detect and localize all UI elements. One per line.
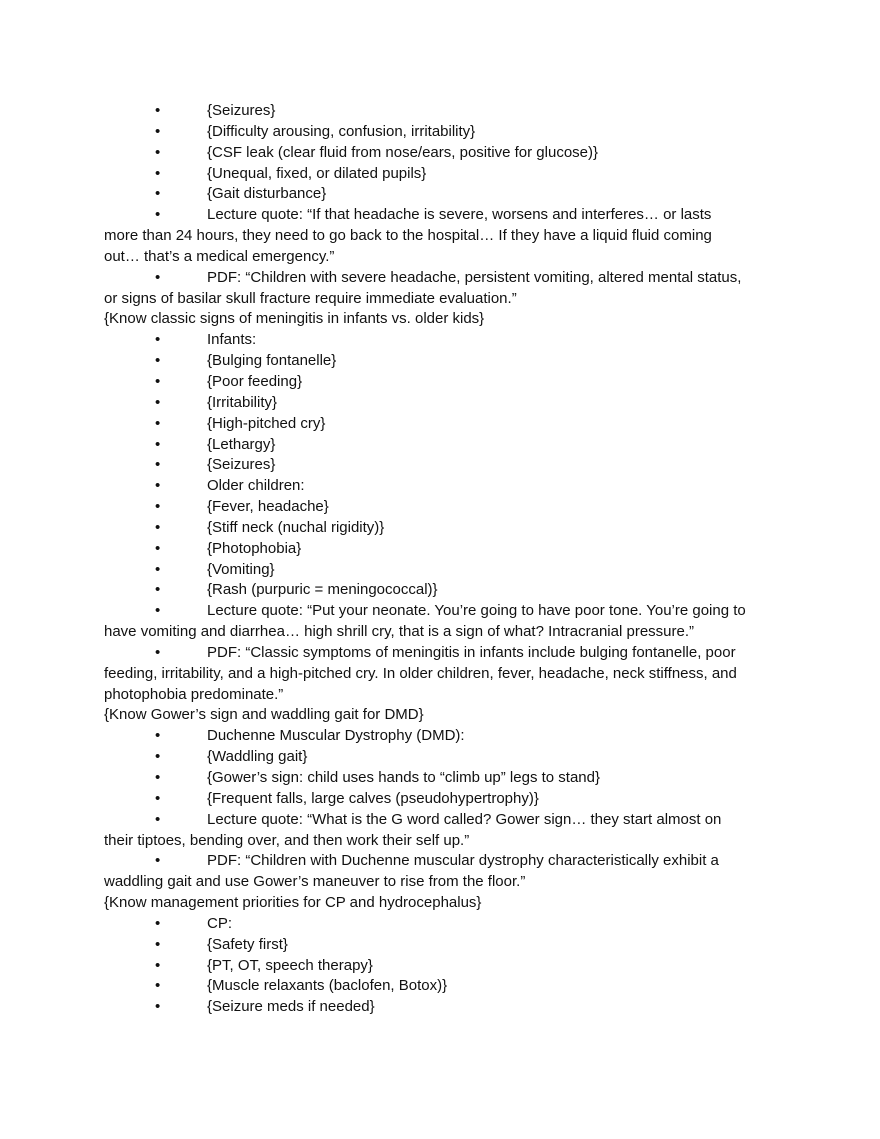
quote-continuation-line: or signs of basilar skull fracture require immediate evaluation.”: [104, 289, 517, 307]
quote-continuation-line: have vomiting and diarrhea… high shrill cry, that is a sign of what? Intracranial pressure.”: [104, 623, 695, 641]
bullet-marker: •: [155, 769, 161, 786]
bullet-marker: •: [155, 602, 161, 620]
bullet-text: {Gait disturbance}: [207, 185, 327, 203]
bullet-marker: •: [155, 143, 161, 161]
bullet-marker: •: [155, 581, 161, 599]
quote-text: Lecture quote: “What is the G word called? Gower sign… they start almost on: [207, 810, 722, 828]
bullet-text: Duchenne Muscular Dystrophy (DMD):: [207, 727, 465, 745]
bullet-item: [104, 184, 784, 205]
bullet-marker: •: [155, 935, 161, 953]
bullet-text: {Poor feeding}: [207, 372, 303, 390]
bullet-marker: •: [155, 810, 161, 828]
bullet-marker: •: [155, 185, 161, 203]
quote-first-line: [104, 601, 784, 622]
bullet-item: [104, 497, 784, 518]
bullet-text: {Seizures}: [207, 102, 276, 119]
bullet-marker: •: [155, 539, 161, 557]
bullet-text: {Stiff neck (nuchal rigidity)}: [207, 518, 385, 536]
bullet-item: [104, 726, 784, 747]
quote-continuation-line: feeding, irritability, and a high-pitched cry. In older children, fever, headache, neck stiffness, and: [104, 664, 737, 682]
bullet-marker: •: [155, 352, 161, 370]
quote-text: PDF: “Children with Duchenne muscular dystrophy characteristically exhibit a: [207, 852, 719, 870]
bullet-text: {Rash (purpuric = meningococcal)}: [207, 581, 438, 599]
quote-bullet-item: [104, 205, 784, 268]
quote-first-line: [104, 851, 784, 872]
bullet-text: {Safety first}: [207, 935, 288, 953]
bullet-text: {Waddling gait}: [207, 748, 308, 766]
bullet-item: [104, 539, 784, 560]
bullet-text: {Photophobia}: [207, 539, 302, 557]
document-body: [104, 101, 784, 1018]
quote-continuation-line: more than 24 hours, they need to go back to the hospital… If they have a liquid fluid coming: [104, 227, 712, 245]
bullet-text: CP:: [207, 914, 233, 932]
bullet-item: [104, 455, 784, 476]
bullet-text: Older children:: [207, 477, 305, 495]
section-heading: {Know Gower’s sign and waddling gait for DMD}: [104, 706, 424, 724]
bullet-item: [104, 101, 784, 122]
bullet-marker: •: [155, 435, 161, 453]
bullet-text: {Unequal, fixed, or dilated pupils}: [207, 164, 427, 182]
bullet-marker: •: [155, 914, 161, 932]
bullet-marker: •: [155, 977, 161, 995]
bullet-text: {Difficulty arousing, confusion, irritability}: [207, 122, 476, 140]
bullet-marker: •: [155, 518, 161, 536]
section-heading: {Know classic signs of meningitis in infants vs. older kids}: [104, 310, 485, 328]
bullet-text: {High-pitched cry}: [207, 414, 326, 432]
bullet-item: [104, 414, 784, 435]
quote-continuation-line: out… that’s a medical emergency.”: [104, 247, 335, 265]
bullet-item: [104, 435, 784, 456]
bullet-text: {Irritability}: [207, 393, 278, 411]
bullet-text: {Muscle relaxants (baclofen, Botox)}: [207, 977, 448, 995]
bullet-marker: •: [155, 789, 161, 807]
quote-bullet-item: [104, 601, 784, 643]
bullet-marker: •: [155, 956, 161, 974]
bullet-marker: •: [155, 393, 161, 411]
bullet-text: {Bulging fontanelle}: [207, 352, 337, 370]
quote-text: PDF: “Classic symptoms of meningitis in infants include bulging fontanelle, poor: [207, 643, 736, 661]
quote-first-line: [104, 643, 784, 664]
bullet-marker: •: [155, 560, 161, 578]
bullet-item: [104, 560, 784, 581]
quote-bullet-item: [104, 643, 784, 706]
bullet-marker: •: [155, 122, 161, 140]
bullet-item: [104, 393, 784, 414]
bullet-marker: •: [155, 102, 161, 119]
bullet-item: [104, 122, 784, 143]
bullet-marker: •: [155, 643, 161, 661]
bullet-text: {Lethargy}: [207, 435, 276, 453]
quote-bullet-item: [104, 810, 784, 852]
quote-continuation-line: photophobia predominate.”: [104, 685, 284, 703]
bullet-item: [104, 351, 784, 372]
bullet-marker: •: [155, 456, 161, 474]
bullet-marker: •: [155, 164, 161, 182]
quote-bullet-item: [104, 851, 784, 893]
bullet-text: {Frequent falls, large calves (pseudohypertrophy)}: [207, 789, 539, 807]
bullet-item: [104, 476, 784, 497]
bullet-marker: •: [155, 498, 161, 516]
quote-first-line: [104, 205, 784, 226]
bullet-text: {PT, OT, speech therapy}: [207, 956, 373, 974]
quote-first-line: [104, 268, 784, 289]
bullet-item: [104, 997, 784, 1018]
bullet-marker: •: [155, 268, 161, 286]
bullet-item: [104, 935, 784, 956]
bullet-item: [104, 768, 784, 789]
bullet-marker: •: [155, 477, 161, 495]
quote-text: Lecture quote: “If that headache is severe, worsens and interferes… or lasts: [207, 206, 712, 224]
bullet-marker: •: [155, 998, 161, 1016]
bullet-text: {Seizures}: [207, 456, 276, 474]
bullet-item: [104, 580, 784, 601]
bullet-marker: •: [155, 727, 161, 745]
bullet-text: Infants:: [207, 331, 257, 349]
bullet-item: [104, 330, 784, 351]
bullet-item: [104, 372, 784, 393]
bullet-item: [104, 143, 784, 164]
quote-continuation-line: their tiptoes, bending over, and then work their self up.”: [104, 831, 470, 849]
section-heading: {Know management priorities for CP and hydrocephalus}: [104, 894, 482, 912]
quote-text: PDF: “Children with severe headache, persistent vomiting, altered mental status,: [207, 268, 742, 286]
bullet-item: [104, 164, 784, 185]
bullet-item: [104, 518, 784, 539]
quote-continuation-line: waddling gait and use Gower’s maneuver to rise from the floor.”: [104, 873, 526, 891]
bullet-text: {Vomiting}: [207, 560, 275, 578]
quote-first-line: [104, 810, 784, 831]
bullet-text: {Seizure meds if needed}: [207, 998, 375, 1016]
bullet-item: [104, 747, 784, 768]
bullet-marker: •: [155, 414, 161, 432]
bullet-text: {CSF leak (clear fluid from nose/ears, positive for glucose)}: [207, 143, 599, 161]
quote-text: Lecture quote: “Put your neonate. You’re going to have poor tone. You’re going to: [207, 602, 746, 620]
bullet-text: {Gower’s sign: child uses hands to “climb up” legs to stand}: [207, 769, 600, 786]
bullet-marker: •: [155, 372, 161, 390]
bullet-item: [104, 956, 784, 977]
bullet-item: [104, 789, 784, 810]
bullet-marker: •: [155, 852, 161, 870]
bullet-marker: •: [155, 748, 161, 766]
bullet-item: [104, 914, 784, 935]
quote-bullet-item: [104, 268, 784, 310]
bullet-marker: •: [155, 331, 161, 349]
bullet-item: [104, 976, 784, 997]
bullet-text: {Fever, headache}: [207, 498, 329, 516]
bullet-marker: •: [155, 206, 161, 224]
